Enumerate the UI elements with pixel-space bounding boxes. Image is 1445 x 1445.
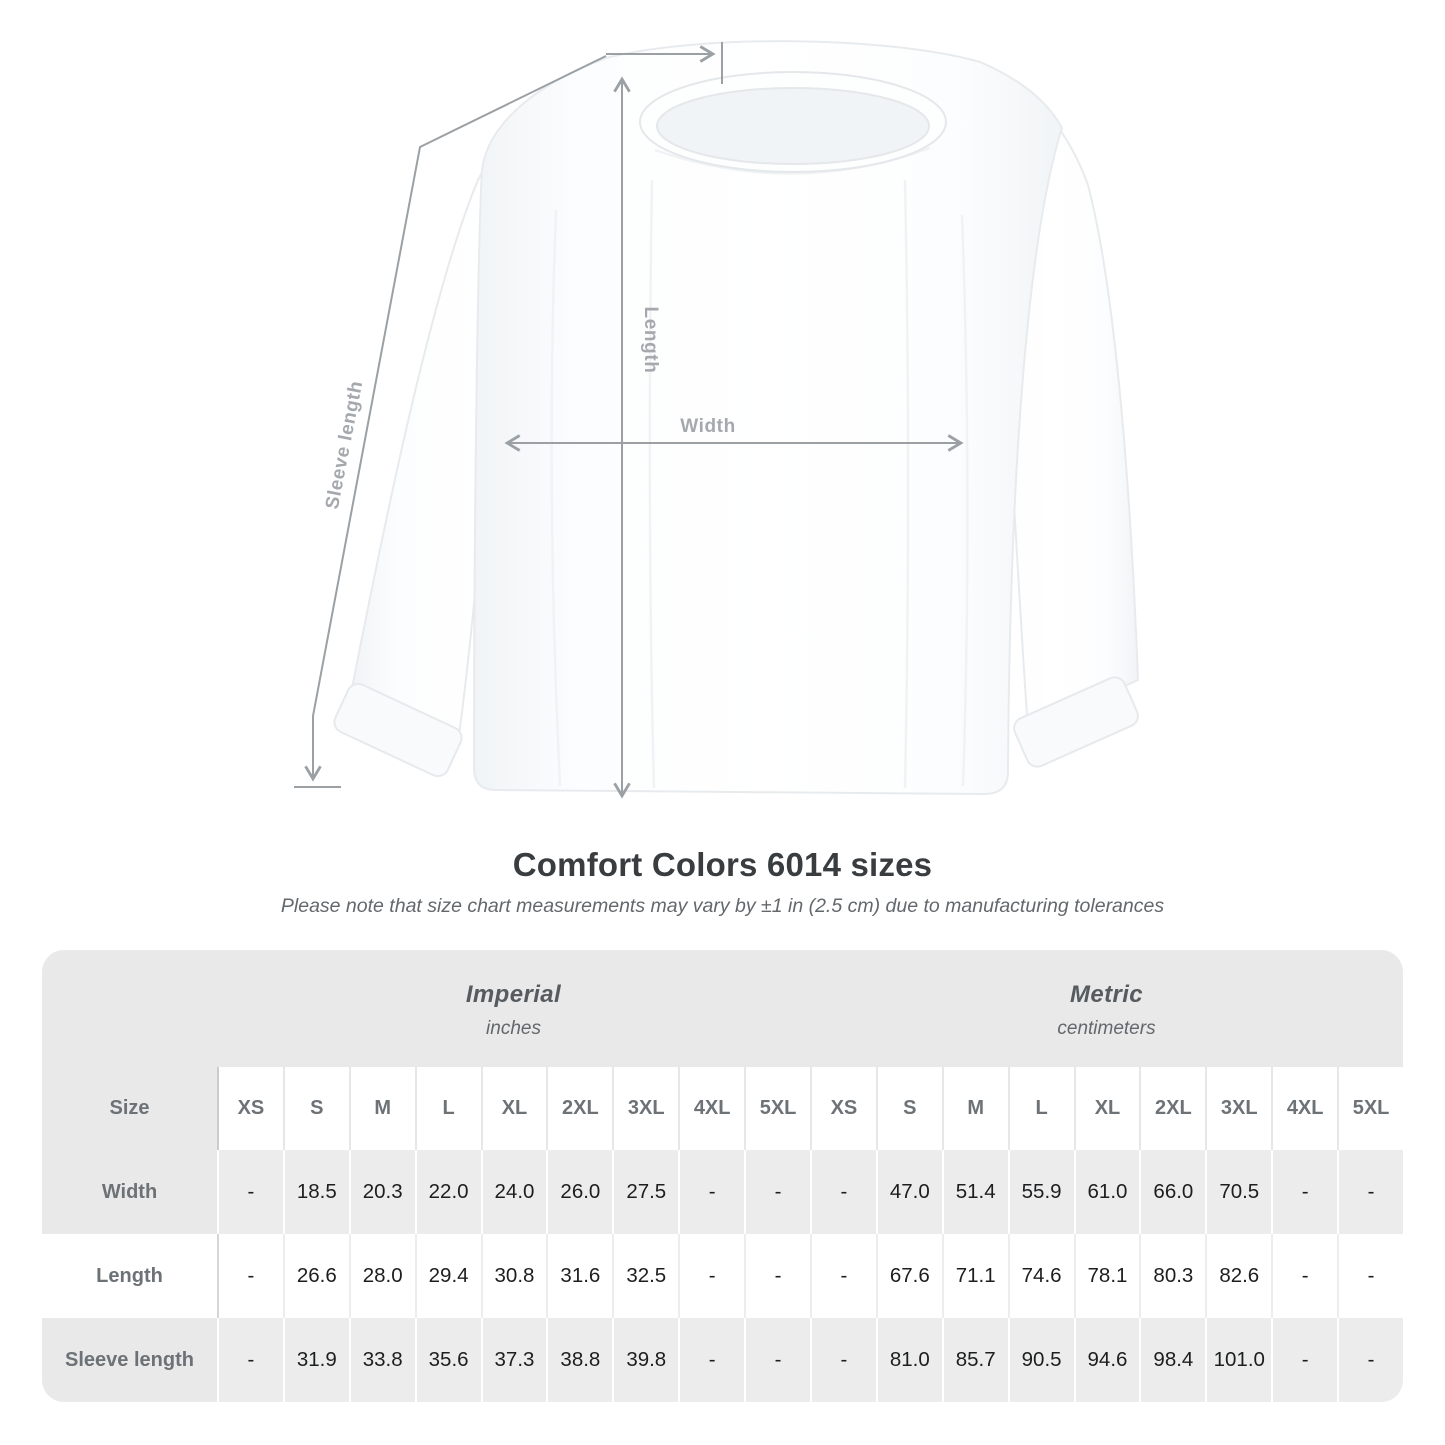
size-col-header-metric-m: M: [942, 1067, 1008, 1150]
table-cell-metric-width-l: 55.9: [1008, 1150, 1074, 1234]
table-cell-metric-width-4xl: -: [1271, 1150, 1337, 1234]
unit-band-metric: [810, 950, 1403, 1067]
table-cell-imperial-width-xs: -: [217, 1150, 283, 1234]
size-col-header-imperial-xl: XL: [481, 1067, 547, 1150]
width-arrow-label: Width: [680, 416, 736, 437]
table-cell-metric-sleeve-length-2xl: 98.4: [1139, 1318, 1205, 1402]
table-cell-imperial-length-xs: -: [217, 1234, 283, 1318]
table-cell-imperial-sleeve-length-4xl: -: [678, 1318, 744, 1402]
table-cell-metric-length-3xl: 82.6: [1205, 1234, 1271, 1318]
table-cell-metric-sleeve-length-5xl: -: [1337, 1318, 1403, 1402]
table-cell-imperial-sleeve-length-xl: 37.3: [481, 1318, 547, 1402]
table-cell-metric-width-xl: 61.0: [1074, 1150, 1140, 1234]
size-col-header-metric-s: S: [876, 1067, 942, 1150]
size-col-header-imperial-3xl: 3XL: [612, 1067, 678, 1150]
length-arrow-label: Length: [640, 306, 661, 374]
row-label-width: Width: [101, 1180, 158, 1203]
table-cell-imperial-sleeve-length-m: 33.8: [349, 1318, 415, 1402]
size-col-header-metric-xs: XS: [810, 1067, 876, 1150]
table-cell-metric-length-xl: 78.1: [1074, 1234, 1140, 1318]
size-col-header-imperial-4xl: 4XL: [678, 1067, 744, 1150]
size-col-header-imperial-l: L: [415, 1067, 481, 1150]
table-cell-imperial-sleeve-length-5xl: -: [744, 1318, 810, 1402]
table-cell-imperial-length-2xl: 31.6: [546, 1234, 612, 1318]
table-cell-metric-sleeve-length-l: 90.5: [1008, 1318, 1074, 1402]
table-cell-imperial-sleeve-length-xs: -: [217, 1318, 283, 1402]
table-cell-metric-length-xs: -: [810, 1234, 876, 1318]
table-cell-metric-sleeve-length-4xl: -: [1271, 1318, 1337, 1402]
size-corner-header: Size: [109, 1097, 150, 1119]
size-col-header-imperial-xs: XS: [217, 1067, 283, 1150]
table-cell-imperial-length-4xl: -: [678, 1234, 744, 1318]
size-col-header-metric-4xl: 4XL: [1271, 1067, 1337, 1150]
table-cell-metric-sleeve-length-m: 85.7: [942, 1318, 1008, 1402]
table-cell-metric-width-3xl: 70.5: [1205, 1150, 1271, 1234]
unit-band-imperial: [217, 950, 810, 1067]
row-label-sleeve-length: Sleeve length: [65, 1348, 194, 1371]
table-cell-imperial-width-l: 22.0: [415, 1150, 481, 1234]
metric-unit-label: centimeters: [1057, 1018, 1156, 1039]
row-label-length: Length: [42, 1234, 217, 1318]
table-cell-metric-width-m: 51.4: [942, 1150, 1008, 1234]
table-cell-metric-length-m: 71.1: [942, 1234, 1008, 1318]
imperial-label: Imperial: [465, 981, 562, 1008]
table-cell-imperial-length-s: 26.6: [283, 1234, 349, 1318]
table-cell-imperial-length-xl: 30.8: [481, 1234, 547, 1318]
size-col-header-imperial-2xl: 2XL: [546, 1067, 612, 1150]
size-table: [42, 950, 1403, 1402]
size-col-header-metric-5xl: 5XL: [1337, 1067, 1403, 1150]
table-cell-metric-width-xs: -: [810, 1150, 876, 1234]
table-cell-imperial-length-l: 29.4: [415, 1234, 481, 1318]
table-cell-imperial-sleeve-length-2xl: 38.8: [546, 1318, 612, 1402]
size-col-header-imperial-s: S: [283, 1067, 349, 1150]
table-cell-imperial-width-5xl: -: [744, 1150, 810, 1234]
table-cell-metric-width-2xl: 66.0: [1139, 1150, 1205, 1234]
sleeve-length-arrow-label: Sleeve length: [321, 378, 368, 511]
table-cell-imperial-width-s: 18.5: [283, 1150, 349, 1234]
table-cell-imperial-length-m: 28.0: [349, 1234, 415, 1318]
imperial-unit-label: inches: [486, 1018, 541, 1039]
table-cell-metric-length-2xl: 80.3: [1139, 1234, 1205, 1318]
table-cell-metric-width-5xl: -: [1337, 1150, 1403, 1234]
page-title: Comfort Colors 6014 sizes: [512, 846, 933, 883]
table-cell-imperial-sleeve-length-s: 31.9: [283, 1318, 349, 1402]
size-col-header-metric-3xl: 3XL: [1205, 1067, 1271, 1150]
size-col-header-imperial-m: M: [349, 1067, 415, 1150]
table-cell-metric-sleeve-length-3xl: 101.0: [1205, 1318, 1271, 1402]
table-cell-metric-sleeve-length-s: 81.0: [876, 1318, 942, 1402]
table-cell-metric-width-s: 47.0: [876, 1150, 942, 1234]
size-col-header-imperial-5xl: 5XL: [744, 1067, 810, 1150]
table-cell-imperial-width-4xl: -: [678, 1150, 744, 1234]
table-cell-metric-sleeve-length-xs: -: [810, 1318, 876, 1402]
size-col-header-metric-xl: XL: [1074, 1067, 1140, 1150]
table-cell-imperial-length-3xl: 32.5: [612, 1234, 678, 1318]
page-subtitle: Please note that size chart measurements may vary by ±1 in (2.5 cm) due to manufacturing tolerances: [280, 895, 1165, 917]
table-cell-imperial-sleeve-length-l: 35.6: [415, 1318, 481, 1402]
table-cell-imperial-sleeve-length-3xl: 39.8: [612, 1318, 678, 1402]
shirt-collar-inner: [657, 88, 929, 164]
table-cell-metric-length-5xl: -: [1337, 1234, 1403, 1318]
size-col-header-metric-2xl: 2XL: [1139, 1067, 1205, 1150]
table-cell-imperial-length-5xl: -: [744, 1234, 810, 1318]
table-cell-imperial-width-m: 20.3: [349, 1150, 415, 1234]
table-cell-imperial-width-2xl: 26.0: [546, 1150, 612, 1234]
table-cell-metric-length-l: 74.6: [1008, 1234, 1074, 1318]
table-cell-imperial-width-3xl: 27.5: [612, 1150, 678, 1234]
table-cell-imperial-width-xl: 24.0: [481, 1150, 547, 1234]
heading-block: [0, 846, 1445, 918]
table-cell-metric-length-s: 67.6: [876, 1234, 942, 1318]
table-cell-metric-sleeve-length-xl: 94.6: [1074, 1318, 1140, 1402]
unit-band-spacer: [42, 950, 217, 1067]
metric-label: Metric: [1069, 981, 1144, 1008]
table-cell-metric-length-4xl: -: [1271, 1234, 1337, 1318]
size-col-header-metric-l: L: [1008, 1067, 1074, 1150]
